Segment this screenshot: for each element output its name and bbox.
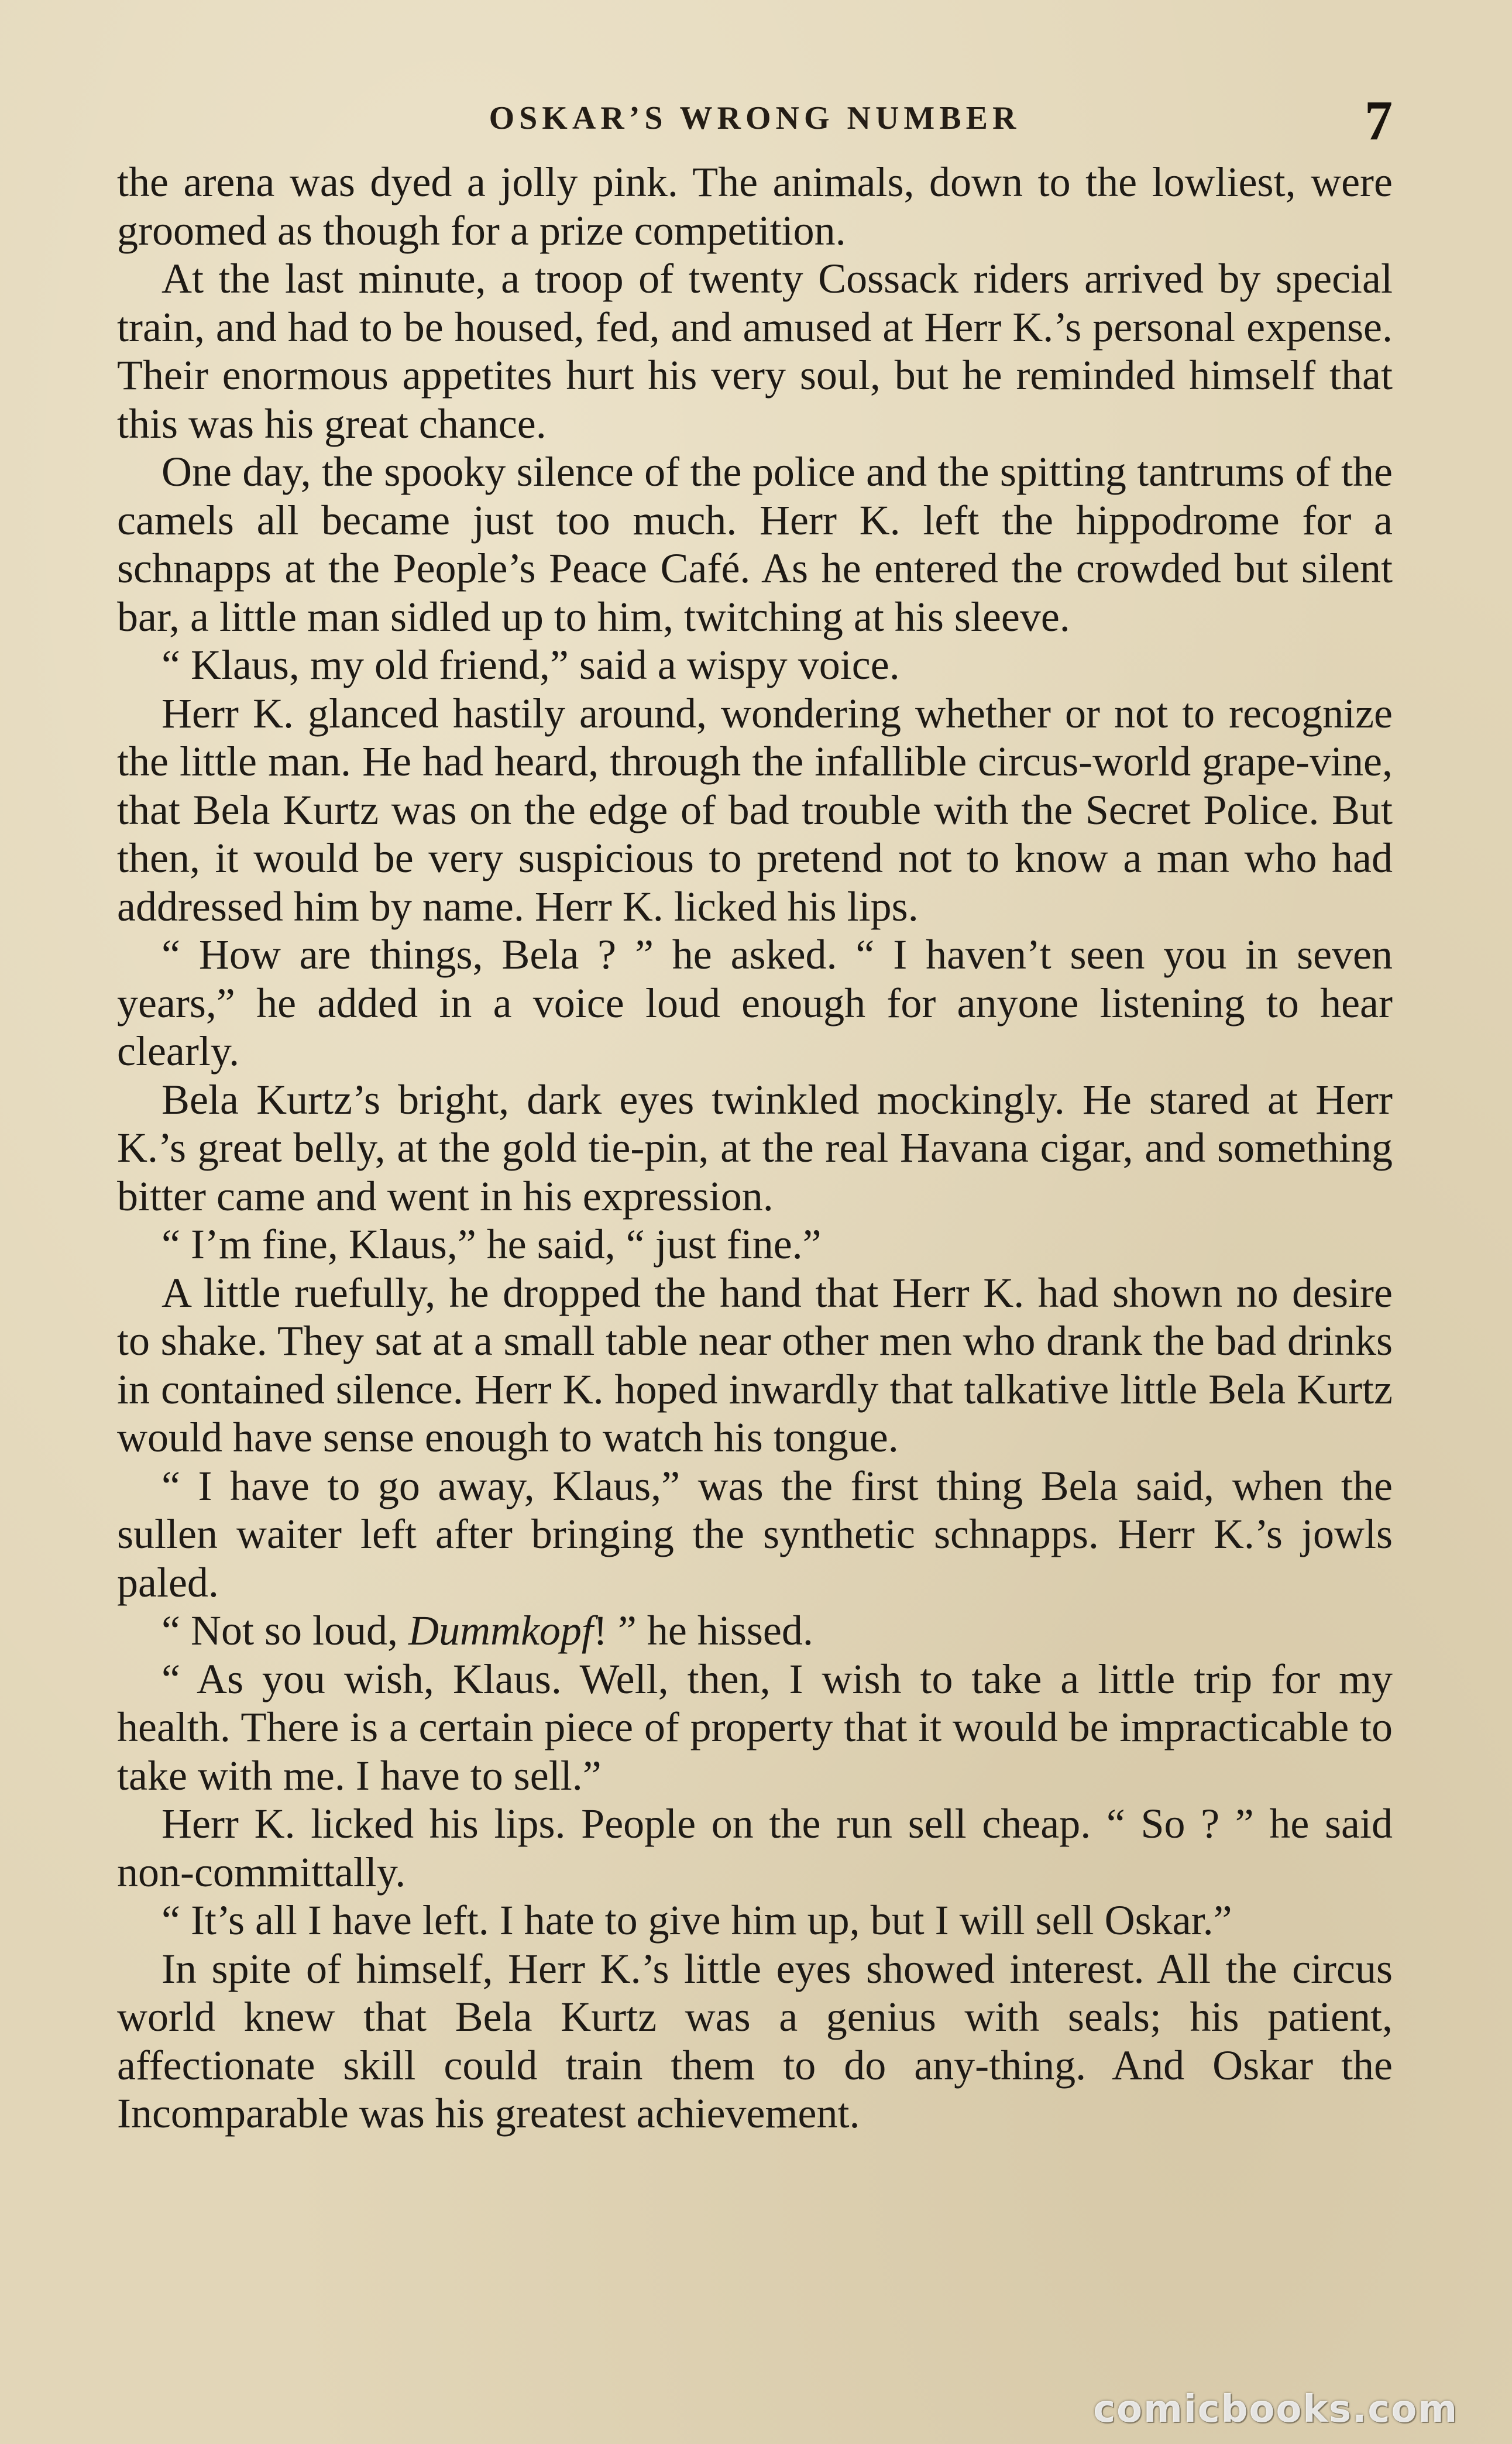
paragraph: “ How are things, Bela ? ” he asked. “ I haven’t seen you in seven years,” he added in a voice loud enough for anyone listening to hear clearly.: [117, 931, 1393, 1075]
body-text: [117, 158, 1393, 2138]
paragraph: “ As you wish, Klaus. Well, then, I wish to take a little trip for my health. There is a certain piece of property that it would be impracticable to take with me. I have to sell.”: [117, 1655, 1393, 1799]
paragraph-segment: ! ” he hissed.: [593, 1607, 813, 1654]
paragraph-segment: “ Not so loud,: [161, 1607, 408, 1654]
page-number: 7: [1365, 89, 1393, 152]
paragraph-dummkopf: [117, 1607, 1393, 1655]
paragraph: At the last minute, a troop of twenty Cossack riders arrived by special train, and had to be housed, fed, and amused at Herr K.’s personal expense. Their enormous appetites hurt his very soul, but he reminded himself that this was his great chance.: [117, 255, 1393, 447]
watermark: comicbooks.com: [1093, 2388, 1458, 2431]
paragraph: the arena was dyed a jolly pink. The animals, down to the lowliest, were groomed as though for a prize competition.: [117, 159, 1393, 254]
running-head: OSKAR’S WRONG NUMBER: [489, 100, 1021, 136]
italic-word: Dummkopf: [408, 1607, 593, 1654]
paragraph: Herr K. licked his lips. People on the run sell cheap. “ So ? ” he said non-committally.: [117, 1800, 1393, 1896]
paragraph: In spite of himself, Herr K.’s little eyes showed interest. All the circus world knew that Bela Kurtz was a genius with seals; his patient, affectionate skill could train them to do any-thing. And Oskar the Incomparable was his greatest achievement.: [117, 1945, 1393, 2137]
paragraph: Bela Kurtz’s bright, dark eyes twinkled mockingly. He stared at Herr K.’s great belly, at the gold tie-pin, at the real Havana cigar, and something bitter came and went in his expression.: [117, 1076, 1393, 1220]
paragraph: A little ruefully, he dropped the hand that Herr K. had shown no desire to shake. They sat at a small table near other men who drank the bad drinks in contained silence. Herr K. hoped inwardly that talkative little Bela Kurtz would have sense enough to watch his tongue.: [117, 1269, 1393, 1461]
paragraph: One day, the spooky silence of the police and the spitting tantrums of the camels all became just too much. Herr K. left the hippodrome for a schnapps at the People’s Peace Café. As he entered the crowded but silent bar, a little man sidled up to him, twitching at his sleeve.: [117, 448, 1393, 640]
paragraph: “ Klaus, my old friend,” said a wispy voice.: [161, 641, 900, 688]
paragraph: Herr K. glanced hastily around, wondering whether or not to recognize the little man. He had heard, through the infallible circus-world grape-vine, that Bela Kurtz was on the edge of bad trouble with the Secret Police. But then, it would be very suspicious to pretend not to know a man who had addressed him by name. Herr K. licked his lips.: [117, 689, 1393, 930]
paragraph: “ It’s all I have left. I hate to give him up, but I will sell Oskar.”: [161, 1897, 1232, 1944]
page-header: [117, 88, 1393, 158]
paragraph: “ I have to go away, Klaus,” was the first thing Bela said, when the sullen waiter left after bringing the synthetic schnapps. Herr K.’s jowls paled.: [117, 1462, 1393, 1606]
paragraph: “ I’m fine, Klaus,” he said, “ just fine.”: [161, 1221, 822, 1268]
